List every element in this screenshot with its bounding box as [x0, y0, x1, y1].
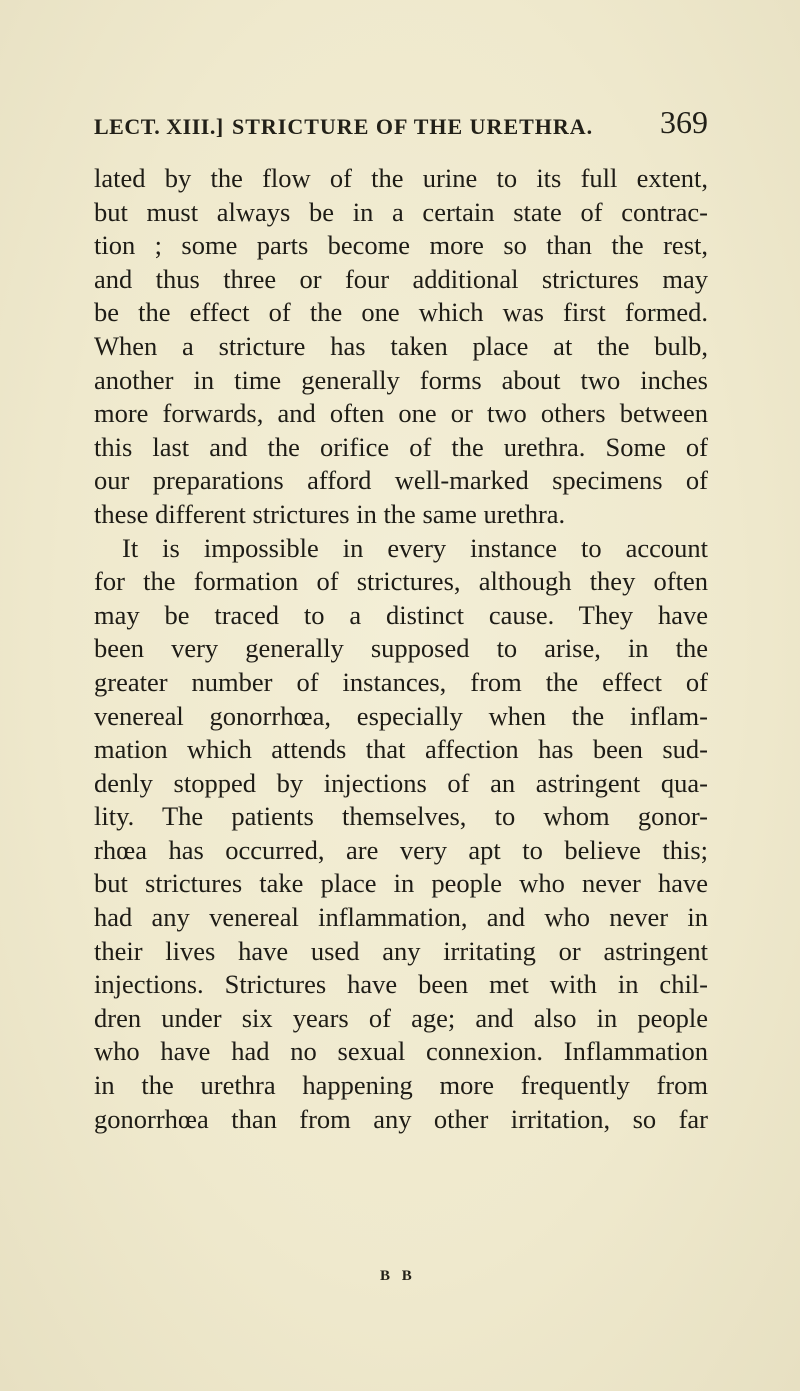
chapter-title: STRICTURE OF THE URETHRA.: [232, 114, 594, 139]
running-head: [94, 104, 708, 148]
text-line: denly stopped by injections of an astringent qua-: [94, 767, 708, 798]
text-line: lity. The patients themselves, to whom gonor-: [94, 801, 708, 832]
text-line: greater number of instances, from the effect of: [94, 666, 708, 697]
body-text: [94, 162, 708, 1136]
text-line: gonorrhœa than from any other irritation, so far: [94, 1103, 708, 1134]
text-line: tion ; some parts become more so than the rest,: [94, 230, 708, 261]
text-line: our preparations afford well-marked specimens of: [94, 465, 708, 496]
text-line: lated by the flow of the urine to its full extent,: [94, 163, 708, 193]
text-line: may be traced to a distinct cause. They have: [94, 599, 708, 630]
text-line: another in time generally forms about two inches: [94, 364, 708, 395]
text-line: venereal gonorrhœa, especially when the inflam-: [94, 700, 708, 731]
text-line: who have had no sexual connexion. Inflammation: [94, 1036, 708, 1067]
text-line: been very generally supposed to arise, in the: [94, 633, 708, 664]
text-line: these different strictures in the same urethra.: [94, 498, 566, 529]
text-line: more forwards, and often one or two others between: [94, 398, 708, 429]
text-line: but must always be in a certain state of contrac-: [94, 196, 708, 227]
text-line: mation which attends that affection has been sud-: [94, 734, 708, 765]
text-line: rhœa has occurred, are very apt to believe this;: [94, 834, 708, 865]
text-line: dren under six years of age; and also in people: [94, 1002, 708, 1033]
text-line: for the formation of strictures, although they often: [94, 566, 708, 597]
text-line: had any venereal inflammation, and who never in: [94, 902, 708, 933]
text-line: and thus three or four additional strictures may: [94, 263, 708, 294]
lecture-number: LECT. XIII.]: [94, 114, 224, 139]
text-line: be the effect of the one which was first formed.: [94, 297, 708, 328]
text-line: this last and the orifice of the urethra. Some of: [94, 431, 708, 462]
text-line: but strictures take place in people who never have: [94, 868, 708, 899]
text-line: When a stricture has taken place at the bulb,: [94, 330, 708, 361]
text-line: their lives have used any irritating or astringent: [94, 935, 708, 966]
signature-mark: B B: [380, 1268, 416, 1284]
paragraph-start-line: It is impossible in every instance to account: [122, 532, 708, 563]
text-line: in the urethra happening more frequently from: [94, 1070, 708, 1101]
page-number: 369: [660, 104, 708, 140]
text-line: injections. Strictures have been met with in chil-: [94, 969, 708, 1000]
